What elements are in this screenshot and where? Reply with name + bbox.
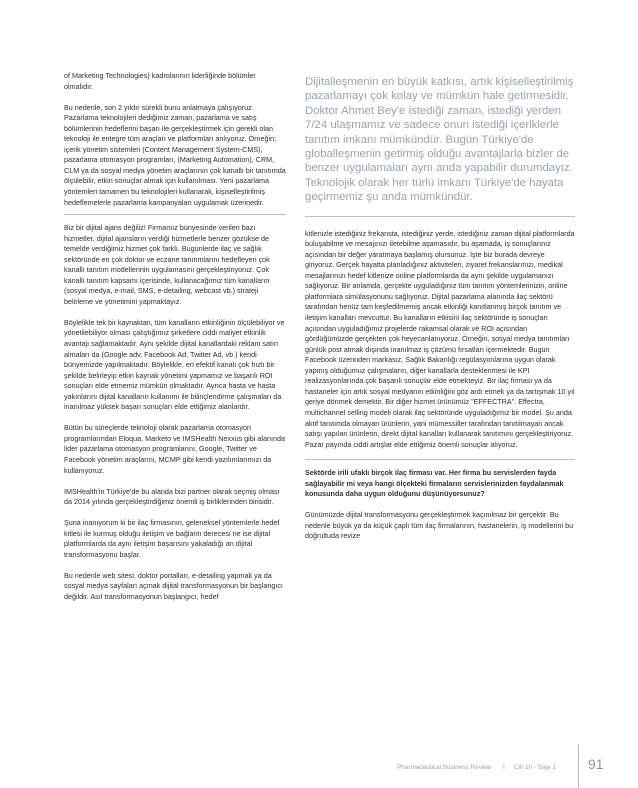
page-number: 91 — [588, 756, 604, 772]
interview-question: Sektörde irili ufaklı birçok ilaç firması var. Her firma bu servislerden fayda sağlayabilir mi veya hangi ölçekteki firmaların servislerinizden faydalanmak konusunda daha uygun olduğunu düşünüyorsunuz? — [305, 459, 575, 500]
footer-divider — [578, 744, 579, 788]
paragraph: Şuna inanıyorum ki bir ilaç firmasının, geleneksel yöntemlerle hedef kitlesi ile kurmuş olduğu iletişim ve bağlantı derecesi ne ise dijital platformlarda da aynı iletişim başarısını yakaladığı an dijital transformasyonu başlar. — [64, 518, 280, 559]
pull-quote: Dijitalleşmenin en büyük katkısı, artık kişiselleştirilmiş pazarlamayı çok kolay ve mümkün hale getirmesidir. Doktor Ahmet Bey'e istediği zaman, istediği yerden 7/24 ulaşmamız ve sadece onun istediği içeriklerle tanıtım imkanı mümkündür. Bugün Türkiye'de globalleşmenin getirmiş olduğu avantajlarla bizler de benzer uygulamaları aynı anda yapabilir durumdayız. Teknolojik olarak her türlü imkanı Türkiye'de hayata geçirmemiz şu anda mümkündür. — [305, 75, 575, 217]
paragraph: Bu nedenle, son 2 yıldır sürekli bunu anlatmaya çalışıyoruz. Pazarlama teknolojileri dediğimiz zaman, pazarlama ve satış bölümlerinin hedeflerini başarı ile gerçekleştirmek için gerekli olan teknoloji ile entegre tüm araçları ve platformları anlıyoruz. Örneğin; içerik yönetim sistemleri (Content Management System-CMS), pazarlama otomasyon programları, (Marketing Automation), CRM, CLM ya da sosyal medya yönetim araçlarının çok kanallı bir tanıtımda ölçülebilir, etkin sonuçlar almak için kullanılması. Yeni pazarlama yöntemleri tamamen bu teknolojileri kullanarak, kişiselleştirilmiş hedeflemelerle pazarlama kampanyaları uygulamak üzerinedir. — [64, 102, 286, 207]
right-column — [305, 75, 575, 542]
paragraph: IMSHealth'in Türkiye'de bu alanda bizi partner olarak seçmiş olması da 2014 yılında gerçekleştirdiğimiz önemli iş birliklerinden birisidir. — [64, 486, 280, 507]
paragraph: of Marketing Technologies) kadrolarının liderliğinde bölümler olmalıdır. — [64, 71, 256, 91]
issue-info: Cilt 10 - Sayı 1 — [514, 764, 556, 771]
left-column — [64, 71, 286, 603]
paragraph: Günümüzde dijital transformasyonu gerçekleştirmek kaçınılmaz bir gerçektir. Bu nedenle büyük ya da küçük çaplı tüm ilaç firmalarının, hastanelerin, iş modellerini bu doğrultuda revize — [305, 510, 574, 541]
paragraph: Biz bir dijital ajans değiliz! Firmamız bünyesinde verilen bazı hizmetler, dijital ajansların verdiği hizmetlerle benzer gözükse de temelde verdiğimiz hizmet çok farklı. Bugünlerde ilaç ve sağlık sektöründe en çok doktor ve eczane tanıtımlarını hedefleyen çok kanallı tanıtım modellerinin uygulamasını gerçekleştiriyoruz. Çok kanallı tanıtım kapsamı içerisinde, kullanacağımız tüm kanalların (sosyal medya, e-mail, SMS, e-detailing, webcast vb.) strateji belirleme ve yönetimini yapmaktayız. — [64, 214, 286, 307]
paragraph: Böylelikle tek bir kaynaktan, tüm kanalların etkinliğinin ölçülebiliyor ve yönetilebiliyor olması çalıştığımız şirketlere ciddi maliyet etkinlik avantajı sağlamaktadır. Aynı şekilde dijital kanallardaki reklam satın almaları da (Google adv, Facebook Ad, Twitter Ad, vb.) kendi bünyemizde yapılmaktadır. Böylelikle, en efektif kanalı çok hızlı bir şekilde belirleyip etkin kaynak yönetimi yapmamız ve başarılı ROI sonuçları elde etmemiz mümkün olmaktadır. Ayrıca hasta ve hasta yakınlarını dijital kanalların kullanımı ile bilinçlendirme çalışmaları da inanılmaz yüksek başarı sonuçları elde ettiğimiz alanlardır. — [64, 317, 285, 412]
paragraph: Bu nedenle web sitesi, doktor portalları, e-detailing yapmak ya da sosyal medya sayfaları açmak dijital transformasyonun bir başlangıcı değildir. Asıl transformasyonun başlangıcı, hedef — [64, 570, 283, 601]
paragraph: Bütün bu süreçlerde teknoloji olarak pazarlama otomasyon programlarından Eloqua, Marketo ve IMSHealth Nexxus gibi alanında lider pazarlama otomasyon programlarını, Google, Twitter ve Facebook yönetim araçlarını, MCMP gibi kendi yazılımlarımızı da kullanıyoruz. — [64, 423, 285, 475]
paragraph: kitlenizle istediğiniz frekansta, istediğiniz yerde, istediğiniz zaman dijital platformlarda buluşabilme ve mesajınızı iletebilme aşamasıdır, bu aşamada, iş sonuçlarınız açısından bir değer yaratmaya başlamış olursunuz. İşte biz burada devreye giriyoruz. Gerçek hayatta planladığınız aktiviteleri, ziyaret frekanslarınızı, medikal mesajlarınızı hedef kitlenize online platformlarda da aynı şekilde uygulamanızı sağlıyoruz. Bir anlamda, gerçekte uyguladığınız tüm tanıtım yöntemlerinizin, online platformlara simülasyonunu sağlıyoruz. Dijital pazarlama alanında ilaç sektörü tarafından henüz tam keşfedilmemiş ancak etkinliği kanıtlanmış birçok tanıtım ve iletişim kanalları mevcuttur. Bu kanalların etkisini ilaç sektöründe iş sonuçları açısından uyguladığımız projelerde rakamsal olarak ve ROI açısından gördüğümüzde gerçekten çok heyecanlanıyoruz. Örneğin, sosyal medya tanıtımları günlük post atmak dışında inanılmaz iş çözümü fırsatları içermektedir. Bugün Facebook üzerinden markasız, Sağlık Bakanlığı regülasyonlarına uygun olarak yapmış olduğumuz çalışmaların, diğer kanallarla desteklenmesi ile KPI realizasyonlarında çok başarılı sonuçlar elde etmekteyiz. Bir ilaç firması ya da hastaneler için artık sosyal medyanın etkinliğini göz ardı etmek ya da tartışmak 10 yıl geriye dönmek demektir. Bir diğer hizmet ürünümüz "EFFECTRA". Effectra, multichannel selling modeli olarak ilaç sektöründe uyguladığımız bir model. Şu anda aktif tanıtımda olmayan ürünlerin, yani mümessiller tarafından tanıtılmayan ancak satışı yapılan ürünlerin, direkt dijital kanalları kullanarak tanıtımını gerçekleştiriyoruz. Pazar payında ciddi artışlar elde ettiğimiz önemli sonuçlar alıyoruz. — [305, 228, 575, 449]
page-footer — [0, 758, 638, 778]
publication-name: Pharmaceutical Business Review — [397, 764, 492, 771]
footer-separator: I — [503, 764, 505, 771]
